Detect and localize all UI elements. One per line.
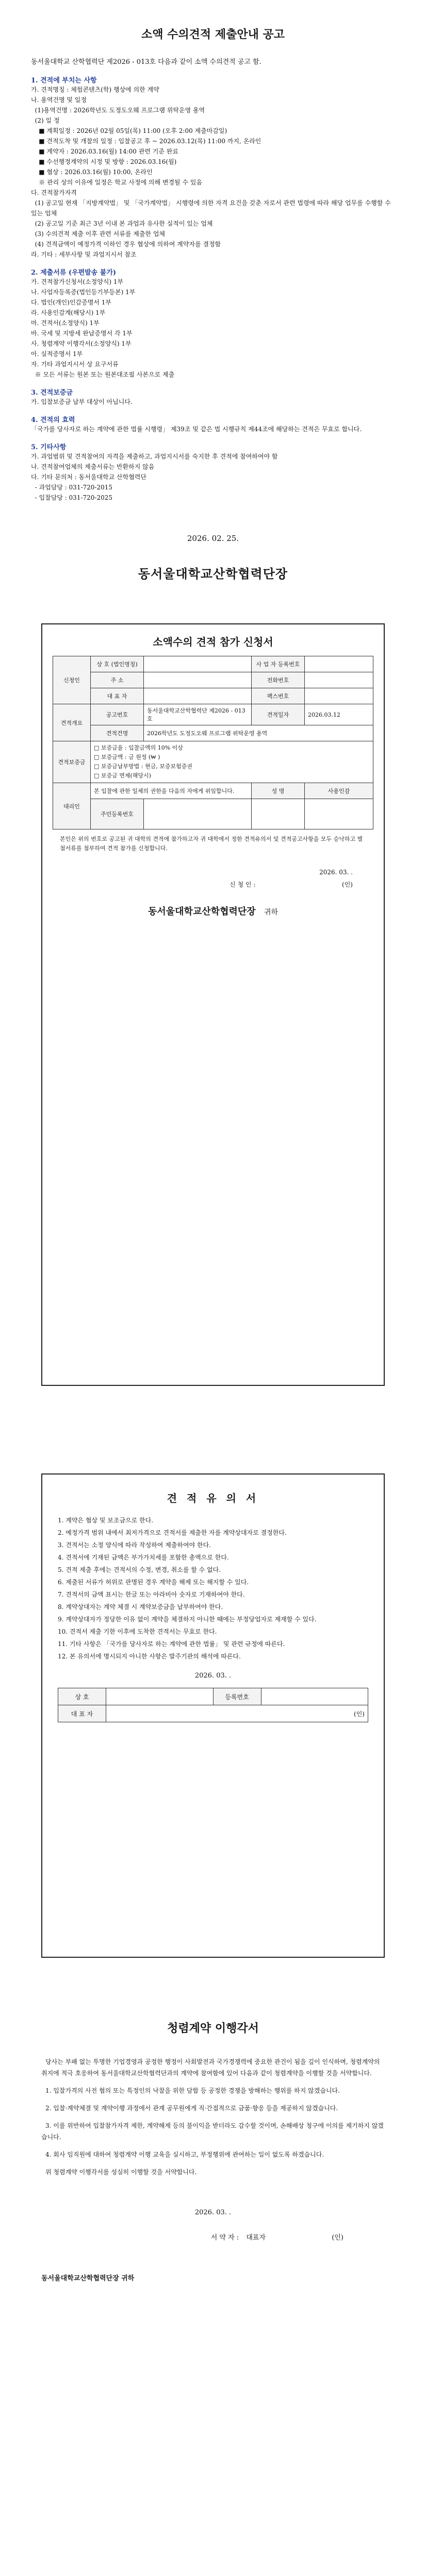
notice-sec2-body — [31, 277, 395, 380]
pledge-section — [0, 1989, 426, 2576]
table-cell-label: 사용인감 — [305, 783, 373, 799]
table-cell-label: 상 호 (법인명칭) — [91, 656, 144, 672]
notice-line: 다. 견적참가자격 — [31, 189, 77, 196]
notice-sec4-body — [31, 424, 395, 434]
table-cell-label: 전화번호 — [252, 672, 305, 688]
notice-title: 소액 수의견적 제출안내 공고 — [141, 28, 285, 41]
notice-sec4-heading: 4. 견적의 효력 — [31, 416, 75, 424]
note-item: 11. 기타 사항은 「국가를 당사자로 하는 계약에 관한 법률」 및 관련 규정에 따른다. — [58, 1640, 285, 1648]
notice-line: 나. 견적참여업체의 제출서류는 반환하지 않음 — [31, 463, 155, 470]
note-item: 2. 예정가격 범위 내에서 최저가격으로 견적서를 제출한 자를 계약상대자로 결정한다. — [58, 1529, 287, 1536]
notice-sec1-body — [31, 84, 395, 260]
notice-line: 가. 견적명칭 : 체험콘텐츠(학) 행상에 의한 계약 — [31, 86, 159, 93]
notice-line: 라. 사용인감계(해당시) 1부 — [31, 309, 106, 316]
notice-line: 「국가를 당사자로 하는 계약에 관한 법률 시행령」 제39조 및 같은 법 시행규칙 제44조에 해당하는 견적은 무효로 합니다. — [31, 426, 362, 433]
table-cell-group: 대리인 — [53, 783, 91, 829]
deposit-line: □ 보증금 면제(해당시) — [94, 772, 151, 779]
table-cell-label: 사 업 자 등록번호 — [252, 656, 305, 672]
notice-line: ■ 협상 : 2026.03.16(월) 10:00, 온라인 — [31, 168, 153, 176]
table-row — [53, 704, 373, 725]
table-cell-value[interactable] — [144, 656, 252, 672]
pledge-sig-role: 대표자 — [246, 2234, 266, 2242]
notes-date: 2026. 03. . — [194, 1672, 232, 1680]
note-item: 5. 견적 제출 후에는 견적서의 수정, 변경, 취소를 할 수 없다. — [58, 1566, 221, 1573]
table-cell-label: 견적일자 — [252, 704, 305, 725]
notice-line: - 입찰담당 : 031-720-2025 — [31, 494, 113, 501]
application-frame — [41, 623, 385, 1386]
application-date: 2026. 03. . — [319, 869, 353, 876]
notice-line: 라. 기타 : 세부사항 및 과업지시서 참조 — [31, 251, 137, 258]
notice-line: 나. 사업자등록증(법인등기부등본) 1부 — [31, 289, 136, 296]
table-row — [53, 656, 373, 672]
table-cell-value[interactable] — [106, 1705, 368, 1722]
application-oath: 본인은 위의 번호로 공고된 귀 대학의 견적에 참가하고자 귀 대학에서 정한 견적유의서 및 견적공고사항을 모두 승낙하고 별첨서류를 첨부하여 견적 참가를 신청합니다. — [60, 836, 363, 852]
notice-line: ※ 관리 상의 이유에 일정은 학교 사정에 의해 변경될 수 있음 — [31, 179, 203, 186]
notice-line: 가. 입찰보증금 납부 대상이 아닙니다. — [31, 398, 133, 405]
notice-sec1-heading: 1. 견적에 부치는 사항 — [31, 77, 97, 84]
notice-line: (4) 견적금액이 예정가격 이하인 경우 협상에 의하여 계약자를 결정함 — [31, 241, 221, 248]
notice-line: 자. 기타 과업지시서 상 요구서류 — [31, 361, 119, 368]
table-cell-value[interactable] — [305, 656, 373, 672]
notice-line: 사. 청렴계약 이행각서(소정양식) 1부 — [31, 340, 132, 347]
table-cell-value[interactable] — [106, 1688, 214, 1705]
pledge-date: 2026. 03. . — [194, 2209, 232, 2216]
notice-line: 나. 용역건명 및 일정 — [31, 96, 87, 104]
table-cell-label: 등록번호 — [213, 1688, 261, 1705]
deposit-line: □ 보증금납부방법 : 현금, 보증보험증권 — [94, 763, 192, 770]
table-cell-value: 동서울대학교산학협력단 제2026 - 013호 — [144, 704, 252, 725]
applicant-label: 신 청 인 : — [230, 881, 256, 888]
table-cell-value[interactable] — [261, 1688, 368, 1705]
table-row — [53, 725, 373, 741]
table-cell-value[interactable] — [305, 672, 373, 688]
table-row — [53, 799, 373, 829]
application-footer — [53, 904, 373, 918]
note-item: 3. 견적서는 소정 양식에 따라 작성하여 제출하여야 한다. — [58, 1541, 211, 1549]
notes-section — [0, 1443, 426, 1989]
application-footer-suffix: 귀하 — [264, 908, 278, 917]
application-signature — [53, 869, 373, 889]
notes-frame — [41, 1473, 385, 1958]
pledge-outro: 위 청렴계약 이행각서를 성실히 이행할 것을 서약합니다. — [45, 2168, 197, 2176]
notice-line: (2) 공고일 기준 최근 3년 이내 본 과업과 유사한 실적이 있는 업체 — [31, 220, 213, 227]
note-item: 6. 제출된 서류가 허위로 판명된 경우 계약을 해제 또는 해지할 수 있다. — [58, 1579, 249, 1586]
table-cell-value[interactable] — [144, 688, 252, 704]
pledge-intro: 당사는 부패 없는 투명한 기업경영과 공정한 행정이 사회발전과 국가경쟁력에 중요한 관건이 됨을 깊이 인식하며, 청렴계약의 취지에 적극 호응하여 동서울대학교산학협력단과의 계약에 참여함에 있어 다음과 같이 청렴계약을 이행할 것을 서약합니다. — [41, 2058, 380, 2077]
table-row — [58, 1688, 368, 1705]
application-footer-org: 동서울대학교산학협력단장 — [148, 906, 256, 917]
pledge-para: 2. 입찰·계약체결 및 계약이행 과정에서 관계 공무원에게 직·간접적으로 금품·향응 등을 제공하지 않겠습니다. — [45, 2105, 338, 2112]
notice-line: (1)용역건명 : 2026학년도 도정도오웨 프로그램 위탁운영 용역 — [31, 107, 205, 114]
table-cell-label: 대 표 자 — [91, 688, 144, 704]
deposit-line: □ 보증금액 : 금 원정 (₩ ) — [94, 754, 160, 760]
notice-intro: 동서울대학교 산학협력단 제2026 - 013호 다음과 같이 소액 수의견적 공고 함. — [31, 58, 261, 66]
pledge-org: 동서울대학교산학협력단장 귀하 — [41, 2275, 135, 2282]
table-cell-label: 주 소 — [91, 672, 144, 688]
table-cell-value[interactable] — [144, 799, 252, 829]
application-title: 소액수의 견적 참가 신청서 — [153, 636, 273, 648]
table-cell-label: 성 명 — [252, 783, 305, 799]
notice-line: ■ 수선행정계약의 시정 및 방향 : 2026.03.16(월) — [31, 158, 177, 165]
applicant-line — [53, 880, 373, 889]
notes-signature-table — [58, 1688, 368, 1722]
notice-line: 마. 견적서(소정양식) 1부 — [31, 319, 100, 327]
pledge-sig-label: 서 약 자 : — [210, 2234, 239, 2242]
note-item: 4. 견적서에 기재된 금액은 부가가치세를 포함한 총액으로 한다. — [58, 1554, 229, 1561]
note-item: 8. 계약상대자는 계약 체결 시 계약보증금을 납부하여야 한다. — [58, 1603, 223, 1611]
table-cell-label: 상 호 — [58, 1688, 106, 1705]
notice-line: ■ 계약자 : 2026.03.16(월) 14:00 관련 기준 완료 — [31, 148, 178, 155]
notice-line: - 과업담당 : 031-720-2015 — [31, 484, 113, 491]
notice-org: 동서울대학교산학협력단장 — [138, 566, 288, 581]
notice-line: 가. 견적참가신청서(소정양식) 1부 — [31, 278, 124, 285]
note-item: 9. 계약상대자가 정당한 이유 없이 계약을 체결하지 아니한 때에는 부정당업자로 제재할 수 있다. — [58, 1616, 317, 1623]
table-cell-value: 2026.03.12 — [305, 704, 373, 725]
note-item: 12. 본 유의서에 명시되지 아니한 사항은 발주기관의 해석에 따른다. — [58, 1653, 241, 1660]
pledge-signature — [41, 2232, 385, 2242]
deposit-line: □ 보증금율 : 입찰금액의 10% 이상 — [94, 744, 183, 751]
notice-line: (2) 일 정 — [31, 117, 60, 124]
table-cell-value[interactable] — [144, 672, 252, 688]
pledge-sig-seal: (인) — [332, 2234, 343, 2242]
table-row — [58, 1705, 368, 1722]
notes-title: 견 적 유 의 서 — [167, 1492, 259, 1504]
notes-seal: (인) — [354, 1710, 365, 1718]
notice-line: 바. 국세 및 지방세 완납증명서 각 1부 — [31, 330, 133, 337]
notice-sec5-body — [31, 451, 395, 503]
table-cell-value[interactable] — [252, 799, 305, 829]
table-cell-label: 대 표 자 — [58, 1705, 106, 1722]
notice-date: 2026. 02. 25. — [187, 534, 239, 543]
pledge-para: 4. 회사 임직원에 대하여 청렴계약 이행 교육을 실시하고, 부정행위에 관여하는 일이 없도록 하겠습니다. — [45, 2151, 324, 2158]
table-row — [53, 672, 373, 688]
notice-line: 다. 기타 문의처 : 동서울대학교 산학협력단 — [31, 473, 146, 481]
note-item: 1. 계약은 협상 및 보조금으로 한다. — [58, 1517, 154, 1524]
pledge-para: 1. 입찰가격의 사전 협의 또는 특정인의 낙찰을 위한 담합 등 공정한 경쟁을 방해하는 행위를 하지 않겠습니다. — [45, 2087, 340, 2094]
deposit-cell — [91, 741, 373, 783]
notice-line: (1) 공고일 현재 「지방계약법」 및 「국가계약법」 시행령에 의한 자격 요건을 갖춘 자로서 관련 법령에 따라 해당 업무를 수행할 수 있는 업체 — [31, 199, 393, 217]
notice-line: 다. 법인(개인)인감증명서 1부 — [31, 299, 111, 306]
application-section — [0, 587, 426, 1443]
table-row — [53, 741, 373, 783]
table-cell-label: 주민등록번호 — [91, 799, 144, 829]
table-cell-group: 견적개요 — [53, 704, 91, 741]
pledge-para: 3. 이를 위반하여 입찰참가자격 제한, 계약해제 등의 불이익을 받더라도 감수할 것이며, 손해배상 청구에 이의를 제기하지 않겠습니다. — [41, 2122, 384, 2141]
notice-line: ■ 견적도착 및 개찰의 일정 : 입찰공고 후 ~ 2026.03.12(목) 11:00 까지, 온라인 — [31, 138, 261, 145]
application-table — [53, 656, 373, 829]
applicant-seal: (인) — [342, 881, 353, 888]
notice-section — [0, 0, 426, 587]
note-item: 7. 견적서의 금액 표시는 한글 또는 아라비아 숫자로 기재하여야 한다. — [58, 1591, 245, 1598]
table-cell-group: 신청인 — [53, 656, 91, 704]
pledge-title: 청렴계약 이행각서 — [167, 2022, 259, 2035]
agent-text: 본 입찰에 관한 일체의 권한을 다음의 자에게 위임합니다. — [91, 783, 252, 799]
notice-line: 아. 실적증명서 1부 — [31, 350, 83, 358]
seal-cell[interactable] — [305, 799, 373, 829]
note-item: 10. 견적서 제출 기한 이후에 도착한 견적서는 무효로 한다. — [58, 1628, 217, 1635]
notice-sec2-heading: 2. 제출서류 (우편발송 불가) — [31, 269, 117, 277]
notice-sec5-heading: 5. 기타사항 — [31, 444, 67, 451]
notice-sec3-heading: 3. 견적보증금 — [31, 389, 73, 397]
notice-sec3-body — [31, 397, 395, 407]
notice-line: (3) 수의견적 제출 이후 관련 서류를 제출한 업체 — [31, 230, 165, 238]
table-cell-group: 견적보증금 — [53, 741, 91, 783]
table-cell-value: 2026학년도 도정도오웨 프로그램 위탁운영 용역 — [144, 725, 373, 741]
notice-line: ■ 계획일정 : 2026년 02월 05일(목) 11:00 (오후 2:00 제출마감일) — [31, 127, 227, 134]
table-cell-label: 팩스번호 — [252, 688, 305, 704]
table-row — [53, 688, 373, 704]
table-cell-value[interactable] — [305, 688, 373, 704]
table-row — [53, 783, 373, 799]
notice-line: 가. 과업범위 및 견적참여의 자격을 제출하고, 과업지시서를 숙지한 후 견적에 참여하여야 함 — [31, 453, 278, 460]
table-cell-label: 공고번호 — [91, 704, 144, 725]
table-cell-label: 견적건명 — [91, 725, 144, 741]
notice-line: ※ 모든 서류는 원본 또는 원본대조필 사본으로 제출 — [31, 371, 175, 378]
